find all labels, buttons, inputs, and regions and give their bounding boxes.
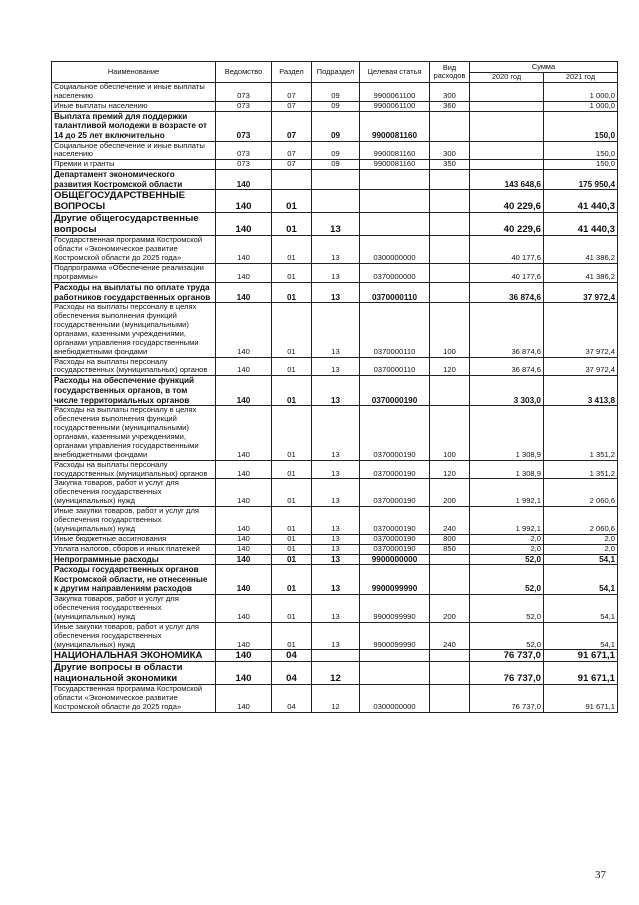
cell-2020: 52,0 [470, 595, 544, 623]
cell-dept: 140 [216, 595, 272, 623]
cell-target: 9900061100 [360, 101, 430, 111]
cell-2020: 40 229,6 [470, 213, 544, 236]
table-row [52, 111, 618, 141]
cell-exp-type: 350 [430, 160, 470, 170]
cell-dept: 073 [216, 111, 272, 141]
cell-name: Другие вопросы в области национальной экономики [52, 662, 216, 685]
cell-section: 04 [272, 685, 312, 713]
cell-dept: 140 [216, 507, 272, 535]
table-row [52, 460, 618, 479]
cell-exp-type: 300 [430, 83, 470, 102]
cell-2021: 150,0 [544, 111, 618, 141]
cell-name: Подпрограмма «Обеспечение реализации программы» [52, 264, 216, 283]
cell-subsection: 13 [312, 236, 360, 264]
cell-section: 01 [272, 357, 312, 376]
cell-2020: 76 737,0 [470, 685, 544, 713]
cell-name: Расходы государственных органов Костромской области, не отнесенные к другим направлениям расходов [52, 565, 216, 595]
cell-name: Выплата премий для поддержки талантливой молодежи в возрасте от 14 до 25 лет включительно [52, 111, 216, 141]
cell-name: Государственная программа Костромской области «Экономическое развитие Костромской области до 2025 года» [52, 236, 216, 264]
cell-section: 01 [272, 264, 312, 283]
header-target: Целевая статья [360, 62, 430, 83]
cell-2020: 76 737,0 [470, 662, 544, 685]
cell-target: 0370000000 [360, 264, 430, 283]
cell-2020: 1 992,1 [470, 479, 544, 507]
cell-target [360, 650, 430, 662]
cell-section: 01 [272, 565, 312, 595]
cell-subsection: 13 [312, 554, 360, 565]
cell-name: Иные выплаты населению [52, 101, 216, 111]
header-name: Наименование [52, 62, 216, 83]
cell-subsection [312, 190, 360, 213]
table-row [52, 190, 618, 213]
cell-subsection: 09 [312, 101, 360, 111]
cell-dept: 140 [216, 554, 272, 565]
table-row [52, 213, 618, 236]
cell-dept: 140 [216, 303, 272, 357]
table-row [52, 622, 618, 650]
cell-dept: 140 [216, 282, 272, 302]
cell-target: 0370000190 [360, 507, 430, 535]
cell-name: Расходы на выплаты персоналу государственных (муниципальных) органов [52, 357, 216, 376]
table-row [52, 170, 618, 190]
cell-section [272, 170, 312, 190]
cell-2020: 143 648,6 [470, 170, 544, 190]
cell-section: 07 [272, 141, 312, 160]
table-row [52, 83, 618, 102]
cell-subsection: 13 [312, 213, 360, 236]
header-section: Раздел [272, 62, 312, 83]
cell-subsection: 13 [312, 406, 360, 460]
cell-2020 [470, 111, 544, 141]
cell-target: 0370000190 [360, 544, 430, 554]
cell-target: 0300000000 [360, 236, 430, 264]
table-row [52, 534, 618, 544]
table-row [52, 236, 618, 264]
cell-target: 0370000110 [360, 303, 430, 357]
cell-section: 01 [272, 544, 312, 554]
cell-target: 9900061100 [360, 83, 430, 102]
cell-subsection: 12 [312, 685, 360, 713]
cell-section: 01 [272, 622, 312, 650]
cell-target: 0370000190 [360, 406, 430, 460]
cell-subsection: 13 [312, 479, 360, 507]
cell-2020: 40 177,6 [470, 236, 544, 264]
cell-2021: 1 000,0 [544, 83, 618, 102]
cell-target [360, 213, 430, 236]
cell-subsection: 13 [312, 565, 360, 595]
cell-name: Иные бюджетные ассигнования [52, 534, 216, 544]
budget-table [51, 61, 618, 713]
cell-exp-type [430, 662, 470, 685]
cell-2021: 150,0 [544, 160, 618, 170]
cell-section: 07 [272, 101, 312, 111]
table-body [52, 83, 618, 713]
table-row [52, 376, 618, 406]
cell-target [360, 662, 430, 685]
cell-section: 01 [272, 554, 312, 565]
cell-section: 01 [272, 460, 312, 479]
cell-2021: 41 386,2 [544, 264, 618, 283]
table-row [52, 544, 618, 554]
cell-exp-type [430, 264, 470, 283]
cell-dept: 140 [216, 534, 272, 544]
cell-dept: 140 [216, 264, 272, 283]
table-row [52, 141, 618, 160]
cell-section: 07 [272, 111, 312, 141]
cell-2020 [470, 141, 544, 160]
cell-target: 9900099990 [360, 565, 430, 595]
table-row [52, 406, 618, 460]
cell-name: Другие общегосударственные вопросы [52, 213, 216, 236]
table-row [52, 565, 618, 595]
cell-target: 9900081160 [360, 160, 430, 170]
table-row [52, 479, 618, 507]
cell-dept: 140 [216, 357, 272, 376]
cell-exp-type: 200 [430, 479, 470, 507]
cell-section: 04 [272, 662, 312, 685]
cell-exp-type: 360 [430, 101, 470, 111]
cell-subsection: 13 [312, 622, 360, 650]
page-number: 37 [595, 869, 606, 881]
cell-dept: 140 [216, 544, 272, 554]
cell-2021: 41 440,3 [544, 213, 618, 236]
cell-2021: 2 060,6 [544, 507, 618, 535]
cell-subsection: 09 [312, 111, 360, 141]
cell-2020 [470, 101, 544, 111]
cell-target [360, 170, 430, 190]
cell-name: НАЦИОНАЛЬНАЯ ЭКОНОМИКА [52, 650, 216, 662]
cell-exp-type: 240 [430, 507, 470, 535]
cell-target: 0370000110 [360, 357, 430, 376]
cell-2021: 2,0 [544, 534, 618, 544]
cell-2021: 3 413,8 [544, 376, 618, 406]
cell-exp-type [430, 282, 470, 302]
cell-2020: 2,0 [470, 534, 544, 544]
cell-exp-type [430, 170, 470, 190]
cell-subsection: 13 [312, 303, 360, 357]
cell-name: ОБЩЕГОСУДАРСТВЕННЫЕ ВОПРОСЫ [52, 190, 216, 213]
table-row [52, 303, 618, 357]
cell-subsection: 13 [312, 544, 360, 554]
cell-2020: 40 177,6 [470, 264, 544, 283]
table-row [52, 160, 618, 170]
cell-section: 07 [272, 160, 312, 170]
cell-exp-type: 200 [430, 595, 470, 623]
cell-exp-type: 120 [430, 460, 470, 479]
cell-2021: 1 351,2 [544, 406, 618, 460]
cell-name: Уплата налогов, сборов и иных платежей [52, 544, 216, 554]
cell-2020 [470, 83, 544, 102]
cell-name: Департамент экономического развития Костромской области [52, 170, 216, 190]
cell-2021: 37 972,4 [544, 357, 618, 376]
table-row [52, 650, 618, 662]
cell-subsection: 13 [312, 376, 360, 406]
table-row [52, 685, 618, 713]
cell-2020: 1 308,9 [470, 460, 544, 479]
cell-name: Расходы на выплаты по оплате труда работников государственных органов [52, 282, 216, 302]
cell-target: 9900000000 [360, 554, 430, 565]
table-row [52, 595, 618, 623]
cell-subsection: 13 [312, 357, 360, 376]
cell-exp-type [430, 236, 470, 264]
cell-name: Государственная программа Костромской области «Экономическое развитие Костромской области до 2025 года» [52, 685, 216, 713]
cell-2021: 1 000,0 [544, 101, 618, 111]
cell-2021: 41 386,2 [544, 236, 618, 264]
cell-2021: 91 671,1 [544, 685, 618, 713]
cell-2021: 37 972,4 [544, 303, 618, 357]
cell-section: 01 [272, 303, 312, 357]
cell-subsection [312, 650, 360, 662]
cell-2021: 91 671,1 [544, 650, 618, 662]
cell-exp-type: 850 [430, 544, 470, 554]
cell-2021: 150,0 [544, 141, 618, 160]
cell-section: 01 [272, 213, 312, 236]
table-row [52, 507, 618, 535]
cell-exp-type: 100 [430, 406, 470, 460]
cell-dept: 140 [216, 460, 272, 479]
cell-subsection: 13 [312, 507, 360, 535]
cell-dept: 140 [216, 406, 272, 460]
table-row [52, 662, 618, 685]
cell-subsection: 09 [312, 83, 360, 102]
cell-dept: 140 [216, 213, 272, 236]
cell-subsection: 13 [312, 460, 360, 479]
cell-2020 [470, 160, 544, 170]
cell-subsection: 13 [312, 595, 360, 623]
cell-target: 0300000000 [360, 685, 430, 713]
cell-target: 9900081160 [360, 111, 430, 141]
cell-2021: 2 060,6 [544, 479, 618, 507]
cell-exp-type [430, 650, 470, 662]
cell-target: 0370000190 [360, 376, 430, 406]
cell-2020: 36 874,6 [470, 303, 544, 357]
cell-dept: 140 [216, 190, 272, 213]
cell-exp-type: 800 [430, 534, 470, 544]
cell-section: 07 [272, 83, 312, 102]
cell-exp-type: 120 [430, 357, 470, 376]
cell-name: Закупка товаров, работ и услуг для обеспечения государственных (муниципальных) нужд [52, 595, 216, 623]
cell-2021: 54,1 [544, 622, 618, 650]
cell-target [360, 190, 430, 213]
cell-target: 0370000190 [360, 534, 430, 544]
cell-2021: 1 351,2 [544, 460, 618, 479]
cell-dept: 140 [216, 622, 272, 650]
cell-2020: 52,0 [470, 565, 544, 595]
table-row [52, 357, 618, 376]
cell-2020: 1 992,1 [470, 507, 544, 535]
cell-2020: 76 737,0 [470, 650, 544, 662]
cell-name: Непрограммные расходы [52, 554, 216, 565]
cell-exp-type: 240 [430, 622, 470, 650]
cell-2020: 36 874,6 [470, 282, 544, 302]
cell-exp-type [430, 111, 470, 141]
cell-2021: 37 972,4 [544, 282, 618, 302]
cell-exp-type [430, 565, 470, 595]
cell-subsection: 12 [312, 662, 360, 685]
cell-exp-type [430, 213, 470, 236]
cell-2021: 175 950,4 [544, 170, 618, 190]
cell-2020: 3 303,0 [470, 376, 544, 406]
cell-target: 0370000190 [360, 479, 430, 507]
cell-name: Социальное обеспечение и иные выплаты населению [52, 83, 216, 102]
cell-dept: 140 [216, 650, 272, 662]
cell-exp-type [430, 685, 470, 713]
cell-dept: 140 [216, 662, 272, 685]
cell-name: Иные закупки товаров, работ и услуг для обеспечения государственных (муниципальных) нужд [52, 622, 216, 650]
cell-2020: 2,0 [470, 544, 544, 554]
header-2020: 2020 год [470, 73, 544, 83]
budget-document [51, 61, 617, 713]
cell-name: Расходы на выплаты персоналу в целях обеспечения выполнения функций государственными (муниципальными) органами, казенными учреждениями, органами управления государственными внебюджетными фондами [52, 406, 216, 460]
table-row [52, 264, 618, 283]
cell-dept: 073 [216, 83, 272, 102]
table-row [52, 282, 618, 302]
cell-2021: 54,1 [544, 565, 618, 595]
header-exp-type: Вид расходов [430, 62, 470, 83]
cell-subsection: 13 [312, 534, 360, 544]
table-row [52, 101, 618, 111]
cell-2020: 40 229,6 [470, 190, 544, 213]
cell-section: 04 [272, 650, 312, 662]
cell-dept: 140 [216, 565, 272, 595]
header-2021: 2021 год [544, 73, 618, 83]
cell-name: Расходы на обеспечение функций государственных органов, в том числе территориальных органов [52, 376, 216, 406]
cell-section: 01 [272, 595, 312, 623]
cell-2020: 36 874,6 [470, 357, 544, 376]
cell-section: 01 [272, 190, 312, 213]
cell-section: 01 [272, 479, 312, 507]
header-sum: Сумма [470, 62, 618, 73]
table-row [52, 554, 618, 565]
cell-target: 9900099990 [360, 622, 430, 650]
cell-target: 9900099990 [360, 595, 430, 623]
table-header [52, 62, 618, 83]
cell-target: 9900081160 [360, 141, 430, 160]
cell-2020: 1 308,9 [470, 406, 544, 460]
cell-name: Иные закупки товаров, работ и услуг для обеспечения государственных (муниципальных) нужд [52, 507, 216, 535]
cell-subsection [312, 170, 360, 190]
cell-subsection: 13 [312, 282, 360, 302]
cell-target: 0370000110 [360, 282, 430, 302]
cell-target: 0370000190 [360, 460, 430, 479]
cell-exp-type: 100 [430, 303, 470, 357]
cell-2020: 52,0 [470, 622, 544, 650]
header-subsection: Подраздел [312, 62, 360, 83]
cell-section: 01 [272, 406, 312, 460]
cell-exp-type [430, 376, 470, 406]
cell-exp-type [430, 190, 470, 213]
cell-name: Расходы на выплаты персоналу в целях обеспечения выполнения функций государственными (муниципальными) органами, казенными учреждениями, органами управления государственными внебюджетными фондами [52, 303, 216, 357]
cell-section: 01 [272, 236, 312, 264]
cell-subsection: 13 [312, 264, 360, 283]
cell-dept: 140 [216, 236, 272, 264]
cell-subsection: 09 [312, 160, 360, 170]
cell-dept: 073 [216, 141, 272, 160]
cell-section: 01 [272, 507, 312, 535]
cell-2021: 54,1 [544, 595, 618, 623]
cell-exp-type [430, 554, 470, 565]
cell-section: 01 [272, 282, 312, 302]
cell-2021: 91 671,1 [544, 662, 618, 685]
cell-section: 01 [272, 534, 312, 544]
cell-exp-type: 300 [430, 141, 470, 160]
cell-dept: 140 [216, 376, 272, 406]
cell-dept: 140 [216, 479, 272, 507]
cell-2021: 54,1 [544, 554, 618, 565]
cell-name: Социальное обеспечение и иные выплаты населению [52, 141, 216, 160]
cell-dept: 073 [216, 101, 272, 111]
cell-2020: 52,0 [470, 554, 544, 565]
cell-subsection: 09 [312, 141, 360, 160]
cell-dept: 073 [216, 160, 272, 170]
cell-dept: 140 [216, 685, 272, 713]
cell-name: Закупка товаров, работ и услуг для обеспечения государственных (муниципальных) нужд [52, 479, 216, 507]
cell-2021: 2,0 [544, 544, 618, 554]
cell-dept: 140 [216, 170, 272, 190]
cell-name: Премии и гранты [52, 160, 216, 170]
header-dept: Ведомство [216, 62, 272, 83]
cell-section: 01 [272, 376, 312, 406]
cell-2021: 41 440,3 [544, 190, 618, 213]
cell-name: Расходы на выплаты персоналу государственных (муниципальных) органов [52, 460, 216, 479]
